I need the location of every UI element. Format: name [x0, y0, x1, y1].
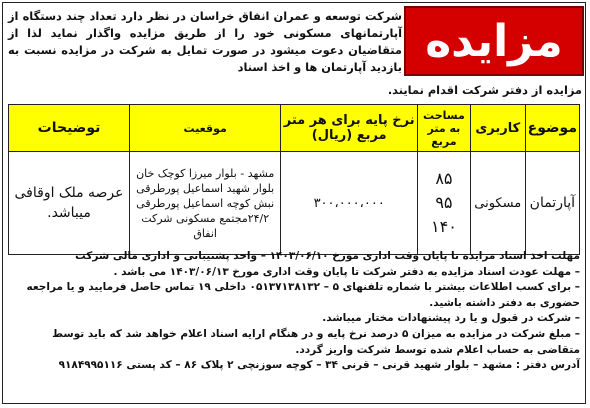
intro-text: شرکت توسعه و عمران انفاق خراسان در نظر دارد تعداد چند دستگاه از آپارتمانهای مسکونی خود را از طریق مزایده واگذار نماید لذا از متقاضیان دعوت میشود در صورت تمایل به شرکت در مزایده نسبت به بازدید آپارتمان ها و اخذ اسناد — [8, 9, 402, 74]
cell-description: عرصه ملک اوقافی میباشد. — [9, 152, 130, 255]
heading-title: مزایده — [425, 15, 563, 67]
auction-table — [8, 104, 580, 255]
cell-subject: آپارتمان — [525, 152, 579, 255]
cell-usage: مسکونی — [470, 152, 525, 255]
note-address: آدرس دفتر : مشهد – بلوار شهید قرنی – قرنی ۳۴ – کوچه سوزنچی ۲ پلاک ۸۶ – کد پستی ۹۱۸۴۹۹۵۱۱۶ — [58, 359, 580, 372]
header-description: توضیحات — [9, 105, 130, 152]
area-value-1: ۸۵ — [435, 169, 453, 188]
area-value-2: ۹۵ — [435, 193, 453, 212]
cell-price: ۳۰۰،۰۰۰،۰۰۰ — [281, 152, 418, 255]
area-value-3: ۱۴۰ — [431, 217, 457, 236]
table-header-row — [9, 105, 580, 152]
note-deposit: – مبلغ شرکت در مزایده به میزان ۵ درصد نرخ پایه و در هنگام ارایه اسناد اعلام خواهد شد که باید توسط متقاضی به حساب اعلام شده توسط شرکت واریز گردد. — [52, 327, 580, 356]
header-price: نرخ پایه برای هر متر مربع (ریال) — [281, 105, 418, 152]
header-location: موقعیت — [130, 105, 281, 152]
header-subject: موضوع — [525, 105, 579, 152]
intro-text-tail: مزایده از دفتر شرکت اقدام نمایند. — [387, 83, 582, 97]
table-row — [9, 152, 580, 255]
note-contact-info: – برای کسب اطلاعات بیشتر با شماره تلفنهای ۵ – ۰۵۱۳۷۱۳۸۱۳۲ داخلی ۱۹ تماس حاصل فرمایید و یا مراجعه حضوری به دفتر داشته باشید. — [26, 281, 580, 309]
note-acceptance: – شرکت در قبول و یا رد پیشنهادات مختار میباشد. — [322, 312, 580, 325]
note-deadline-return: – مهلت عودت اسناد مزایده به دفتر شرکت تا پایان وقت اداری مورخ ۱۴۰۳/۰۶/۱۳ می باشد . — [113, 265, 580, 278]
notes-section — [8, 249, 580, 374]
header-area: مساحت به متر مربع — [418, 105, 471, 152]
cell-location: مشهد - بلوار میرزا کوچک خان بلوار شهید اسماعیل پورطرقی نبش کوچه اسماعیل پورطرقی ۲۴/۲مجتمع مسکونی شرکت انفاق — [130, 152, 281, 255]
note-deadline-documents: مهلت اخذ اسناد مزایده تا پایان وقت اداری مورخ ۱۴۰۳/۰۶/۱۰ – واحد پشتیبانی و اداری مالی شرکت — [75, 250, 580, 262]
heading-banner — [404, 6, 584, 76]
cell-area — [418, 152, 471, 255]
header-usage: کاربری — [470, 105, 525, 152]
